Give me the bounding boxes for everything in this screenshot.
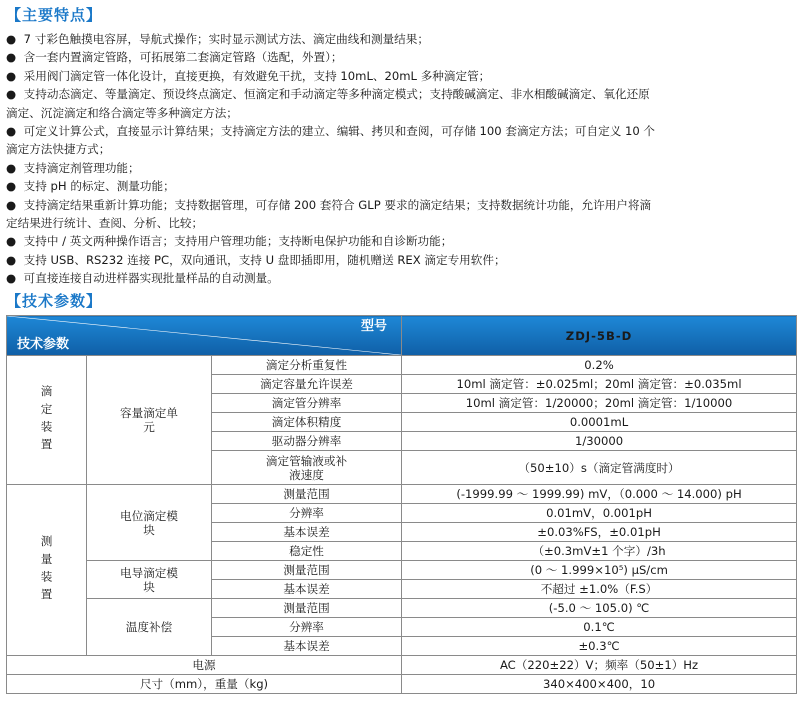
- bullet-icon: ●: [6, 179, 17, 194]
- bullet-icon: ●: [6, 68, 17, 83]
- bullet-icon: ●: [6, 252, 17, 267]
- group-measurement-label: 测量装置: [39, 534, 54, 606]
- param-label: 分辨率: [212, 504, 402, 523]
- spec-table-wrapper: [6, 315, 796, 694]
- features-section-title: 【主要特点】: [6, 6, 103, 24]
- bullet-icon: ●: [6, 87, 17, 102]
- unit-conductometric: [87, 561, 212, 599]
- param-label: 基本误差: [212, 523, 402, 542]
- group-titration-label: 滴定装置: [39, 384, 54, 456]
- specs-section-title: 【技术参数】: [6, 292, 103, 310]
- param-label: 滴定体积精度: [212, 413, 402, 432]
- feature-line: [6, 122, 796, 140]
- group-measurement: [7, 485, 87, 656]
- unit-potentiometric: [87, 485, 212, 561]
- feature-line: [6, 232, 796, 250]
- param-value: 10ml 滴定管：1/20000；20ml 滴定管：1/10000: [402, 394, 797, 413]
- bullet-icon: ●: [6, 234, 17, 249]
- param-label: [212, 451, 402, 485]
- bullet-icon: ●: [6, 197, 17, 212]
- param-value: （±0.3mV±1 个字）/3h: [402, 542, 797, 561]
- param-value: （50±10）s（滴定管满度时）: [402, 451, 797, 485]
- feature-line: [6, 251, 796, 269]
- feature-text: 采用阀门滴定管一体化设计，直接更换，有效避免干扰，支持 10mL、20mL 多种滴定管；: [20, 68, 491, 83]
- param-label: 滴定容量允许误差: [212, 375, 402, 394]
- param-label: 驱动器分辨率: [212, 432, 402, 451]
- feature-text: 含一套内置滴定管路，可拓展第二套滴定管路（选配，外置）；: [20, 50, 343, 65]
- unit-volumetric: [87, 356, 212, 485]
- param-value: 不超过 ±1.0%（F.S）: [402, 580, 797, 599]
- param-value: 0.1℃: [402, 618, 797, 637]
- bullet-icon: ●: [6, 32, 17, 46]
- param-label: 滴定管分辨率: [212, 394, 402, 413]
- param-value: 10ml 滴定管：±0.025ml；20ml 滴定管：±0.035ml: [402, 375, 797, 394]
- param-label: 稳定性: [212, 542, 402, 561]
- param-value: 0.01mV，0.001pH: [402, 504, 797, 523]
- bullet-icon: ●: [6, 271, 17, 286]
- feature-text: 支持中 / 英文两种操作语言；支持用户管理功能；支持断电保护功能和自诊断功能；: [20, 234, 453, 249]
- param-value: ±0.3℃: [402, 637, 797, 656]
- feature-text: 滴定、沉淀滴定和络合滴定等多种滴定方法；: [6, 105, 238, 120]
- group-titration: [7, 356, 87, 485]
- param-label-text: 滴定管输液或补液速度: [265, 453, 348, 482]
- param-value: 1/30000: [402, 432, 797, 451]
- size-weight-label: 尺寸（mm），重量（kg): [7, 675, 402, 694]
- feature-text: 滴定方法快捷方式；: [6, 142, 111, 157]
- feature-text: 定结果进行统计、查阅、分析、比较；: [6, 215, 204, 230]
- feature-line: [6, 196, 796, 214]
- feature-text: 支持动态滴定、等量滴定、预设终点滴定、恒滴定和手动滴定等多种滴定模式；支持酸碱滴定、非水相酸碱滴定、氧化还原: [20, 87, 650, 102]
- feature-line: [6, 140, 796, 158]
- bullet-icon: ●: [6, 160, 17, 175]
- unit-temperature: 温度补偿: [87, 599, 212, 656]
- param-label: 滴定分析重复性: [212, 356, 402, 375]
- bullet-icon: ●: [6, 123, 17, 138]
- param-label: 分辨率: [212, 618, 402, 637]
- feature-line: [6, 85, 796, 103]
- power-label: 电源: [7, 656, 402, 675]
- param-value: (-1999.99 ～ 1999.99) mV，（0.000 ～ 14.000) pH: [402, 485, 797, 504]
- param-label: 基本误差: [212, 580, 402, 599]
- param-value: 0.0001mL: [402, 413, 797, 432]
- feature-line: [6, 159, 796, 177]
- param-value: 0.2%: [402, 356, 797, 375]
- param-value: (-5.0 ～ 105.0) ℃: [402, 599, 797, 618]
- header-params-cell: [7, 316, 402, 356]
- feature-line: [6, 67, 796, 85]
- header-model-value: ZDJ-5B-D: [402, 316, 797, 356]
- feature-text: 支持滴定结果重新计算功能；支持数据管理，可存储 200 套符合 GLP 要求的滴定结果；支持数据统计功能，允许用户将滴: [20, 197, 652, 212]
- header-params-label: 技术参数: [17, 337, 70, 352]
- feature-line: [6, 30, 796, 48]
- features-list: [6, 30, 796, 287]
- feature-text: 可定义计算公式，直接显示计算结果；支持滴定方法的建立、编辑、拷贝和查阅，可存储 100 套滴定方法；可自定义 10 个: [20, 123, 655, 138]
- power-value: AC（220±22）V；频率（50±1）Hz: [402, 656, 797, 675]
- feature-line: [6, 214, 796, 232]
- bullet-icon: ●: [6, 50, 17, 65]
- feature-text: 支持 pH 的标定、测量功能；: [20, 179, 175, 194]
- spec-table: [6, 315, 797, 694]
- size-weight-value: 340×400×400，10: [402, 675, 797, 694]
- feature-text: 支持 USB、RS232 连接 PC，双向通讯，支持 U 盘即插即用，随机赠送 REX 滴定专用软件；: [20, 252, 506, 267]
- header-model-label: 型号: [361, 319, 388, 334]
- feature-line: [6, 48, 796, 66]
- param-label: 测量范围: [212, 485, 402, 504]
- param-value: (0 ～ 1.999×10⁵) μS/cm: [402, 561, 797, 580]
- feature-text: 7 寸彩色触摸电容屏，导航式操作；实时显示测试方法、滴定曲线和测量结果；: [20, 32, 429, 46]
- param-label: 基本误差: [212, 637, 402, 656]
- feature-line: [6, 269, 796, 287]
- feature-text: 可直接连接自动进样器实现批量样品的自动测量。: [20, 271, 279, 286]
- feature-text: 支持滴定剂管理功能；: [20, 160, 140, 175]
- unit-conductometric-label: 电导滴定模块: [120, 565, 178, 594]
- unit-volumetric-label: 容量滴定单元: [120, 406, 178, 434]
- unit-potentiometric-label: 电位滴定模块: [120, 508, 178, 537]
- feature-line: [6, 104, 796, 122]
- feature-line: [6, 177, 796, 195]
- param-label: 测量范围: [212, 599, 402, 618]
- param-label: 测量范围: [212, 561, 402, 580]
- param-value: ±0.03%FS，±0.01pH: [402, 523, 797, 542]
